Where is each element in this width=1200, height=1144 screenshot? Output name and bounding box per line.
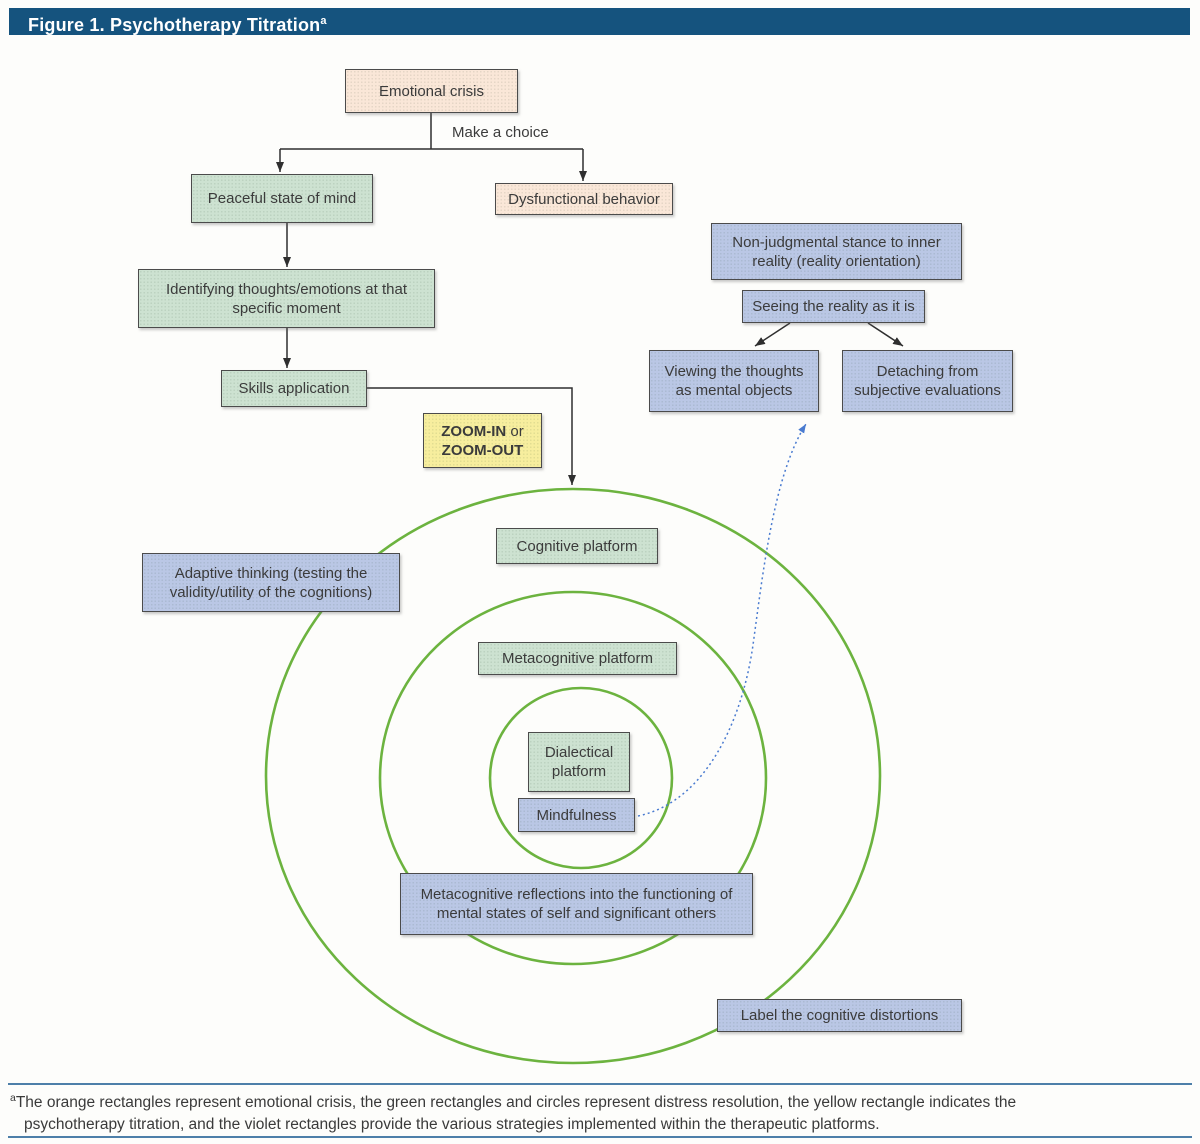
- footnote-line-2: psychotherapy titration, and the violet rectangles provide the various strategies implemented within the therapeutic platforms.: [24, 1115, 880, 1133]
- zoom-titration-box: [423, 413, 542, 468]
- identifying-thoughts-box: [138, 269, 435, 328]
- emotional-crisis-label: Emotional crisis: [378, 82, 485, 100]
- footnote-marker: a: [10, 1092, 16, 1104]
- metacognitive-platform-label: Metacognitive platform: [502, 650, 653, 667]
- identifying-thoughts-label: Identifying thoughts/emotions at that specific moment: [166, 280, 407, 317]
- dialectical-platform-box: [528, 732, 630, 792]
- dysfunctional-behavior-label: Dysfunctional behavior: [508, 190, 660, 208]
- peaceful-state-box: [191, 174, 373, 223]
- peaceful-state-label: Peaceful state of mind: [207, 190, 357, 207]
- viewing-thoughts-box: [649, 350, 819, 412]
- footnote-top-rule: [8, 1083, 1192, 1085]
- zoom-or-label: or: [510, 422, 524, 440]
- viewing-thoughts-label: Viewing the thoughts as mental objects: [664, 363, 804, 399]
- seeing-reality-label: Seeing the reality as it is: [752, 298, 915, 315]
- non-judgmental-label: Non-judgmental stance to inner reality (reality orientation): [732, 233, 941, 270]
- cognitive-platform-label: Cognitive platform: [516, 537, 638, 555]
- footnote-bottom-rule: [8, 1136, 1192, 1138]
- figure-title-superscript: a: [320, 15, 327, 27]
- metacognitive-reflections-label: Metacognitive reflections into the functioning of mental states of self and significant others: [420, 886, 733, 922]
- mindfulness-box: [518, 798, 635, 832]
- detaching-label: Detaching from subjective evaluations: [854, 363, 1001, 399]
- adaptive-thinking-label: Adaptive thinking (testing the validity/utility of the cognitions): [169, 564, 373, 601]
- skills-application-box: [221, 370, 367, 407]
- emotional-crisis-box: [345, 69, 518, 113]
- arrow-to-detaching: [868, 323, 903, 346]
- label-distortions-label: Label the cognitive distortions: [740, 1007, 939, 1024]
- metacognitive-platform-box: [478, 642, 677, 675]
- footnote-line-1: $^a$The orange rectangles represent emotional crisis, the green rectangles and circles represent distress resolution, the yellow rectangle indicates the: [10, 1092, 1017, 1112]
- make-a-choice-label: Make a choice: [452, 124, 549, 141]
- zoom-out-label: ZOOM-OUT: [441, 441, 524, 459]
- non-judgmental-box: [711, 223, 962, 280]
- arrow-to-viewing: [755, 323, 790, 346]
- metacognitive-reflections-box: [400, 873, 753, 935]
- label-distortions-box: [717, 999, 962, 1032]
- dotted-arrow-mindfulness-to-viewing: [638, 424, 806, 816]
- mindfulness-label: Mindfulness: [536, 806, 617, 824]
- dysfunctional-behavior-box: [495, 183, 673, 215]
- figure-title: Figure 1. Psychotherapy Titration: [28, 15, 321, 35]
- adaptive-thinking-box: [142, 553, 400, 612]
- detaching-box: [842, 350, 1013, 412]
- dialectical-platform-label: Dialectical platform: [544, 744, 614, 780]
- skills-application-label: Skills application: [238, 380, 350, 397]
- seeing-reality-box: [742, 290, 925, 323]
- cognitive-platform-box: [496, 528, 658, 564]
- zoom-titration-label: [441, 422, 524, 460]
- footnote: [10, 1088, 1192, 1135]
- zoom-in-label: ZOOM-IN: [441, 422, 507, 440]
